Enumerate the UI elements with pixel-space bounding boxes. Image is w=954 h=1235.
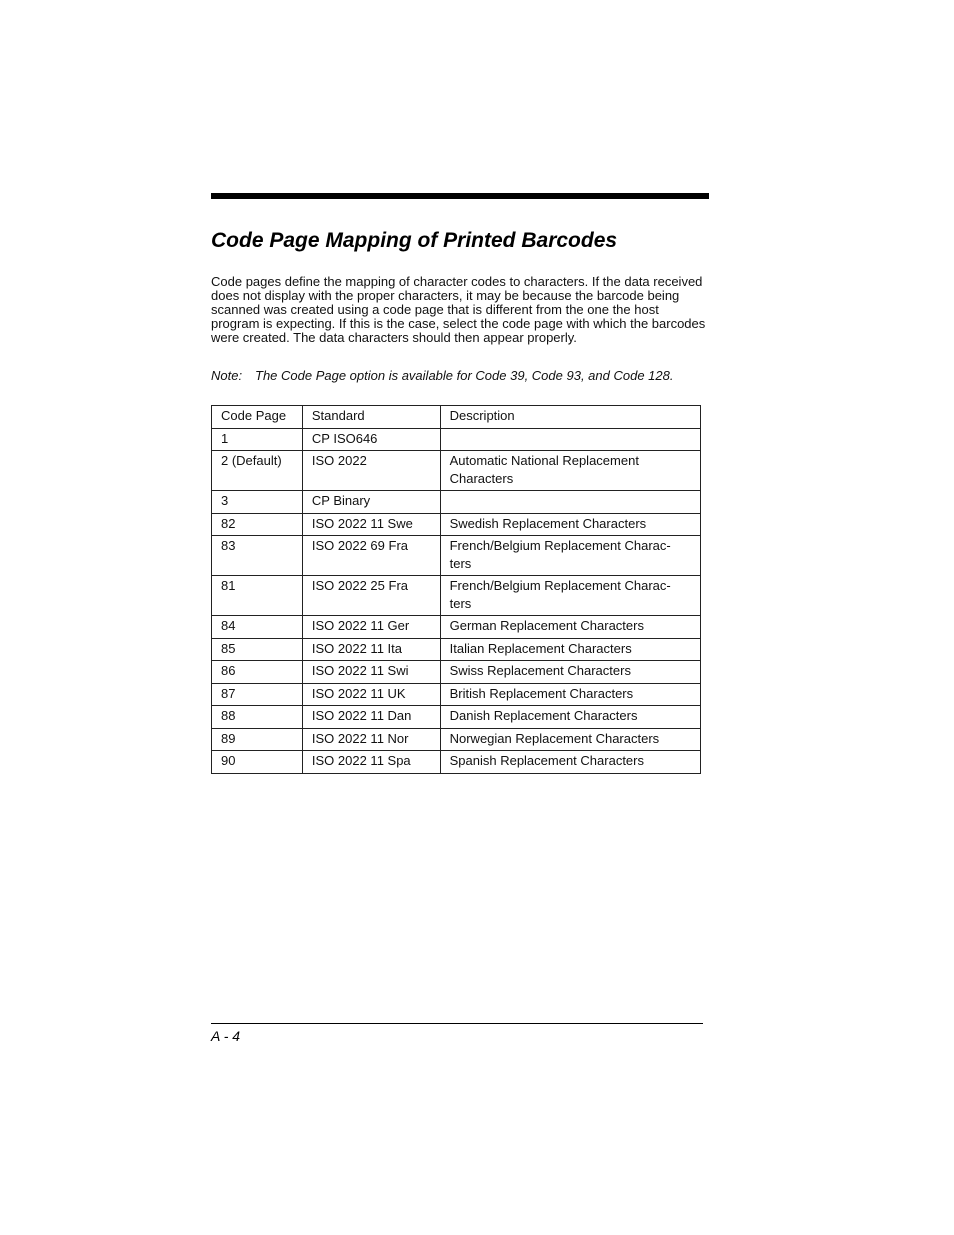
cell-code-page: 81 (212, 576, 303, 616)
cell-code-page: 86 (212, 661, 303, 684)
table-row (212, 491, 701, 514)
note (211, 368, 673, 383)
cell-standard: ISO 2022 11 Dan (302, 706, 440, 729)
cell-standard: ISO 2022 11 Ita (302, 638, 440, 661)
cell-standard: ISO 2022 11 Spa (302, 751, 440, 774)
cell-code-page: 83 (212, 536, 303, 576)
code-page-table (211, 405, 701, 774)
cell-description: French/Belgium Replacement Charac-ters (440, 576, 700, 616)
table-row (212, 536, 701, 576)
cell-code-page: 90 (212, 751, 303, 774)
header-description: Description (440, 406, 700, 429)
note-label: Note: (211, 368, 243, 383)
cell-description: German Replacement Characters (440, 616, 700, 639)
cell-standard: ISO 2022 11 Swi (302, 661, 440, 684)
cell-code-page: 84 (212, 616, 303, 639)
table-row (212, 751, 701, 774)
table-row (212, 638, 701, 661)
table-row (212, 661, 701, 684)
cell-description: Italian Replacement Characters (440, 638, 700, 661)
page-number: A - 4 (211, 1028, 241, 1044)
table-row (212, 616, 701, 639)
table-row (212, 683, 701, 706)
cell-description: Spanish Replacement Characters (440, 751, 700, 774)
cell-standard: CP Binary (302, 491, 440, 514)
cell-code-page: 2 (Default) (212, 451, 303, 491)
cell-code-page: 88 (212, 706, 303, 729)
table-row (212, 728, 701, 751)
cell-standard: ISO 2022 69 Fra (302, 536, 440, 576)
cell-description (440, 491, 700, 514)
cell-description: British Replacement Characters (440, 683, 700, 706)
cell-standard: ISO 2022 (302, 451, 440, 491)
top-rule (211, 193, 709, 199)
cell-standard: ISO 2022 11 UK (302, 683, 440, 706)
table-row (212, 706, 701, 729)
note-text: The Code Page option is available for Code 39, Code 93, and Code 128. (255, 368, 674, 383)
cell-description: Automatic National Replacement Characters (440, 451, 700, 491)
cell-description: French/Belgium Replacement Charac-ters (440, 536, 700, 576)
header-standard: Standard (302, 406, 440, 429)
cell-code-page: 87 (212, 683, 303, 706)
intro-paragraph: Code pages define the mapping of character codes to characters. If the data received does not display with the proper characters, it may be because the barcode being scanned was created using a code page that is different from the one the host program is expecting. If this is the case, select the code page with which the barcodes were created. The data characters should then appear properly. (211, 274, 706, 345)
cell-code-page: 82 (212, 513, 303, 536)
cell-standard: ISO 2022 11 Ger (302, 616, 440, 639)
cell-code-page: 89 (212, 728, 303, 751)
cell-description: Danish Replacement Characters (440, 706, 700, 729)
cell-code-page: 1 (212, 428, 303, 451)
table-row (212, 428, 701, 451)
cell-description: Norwegian Replacement Characters (440, 728, 700, 751)
cell-standard: ISO 2022 11 Nor (302, 728, 440, 751)
cell-standard: ISO 2022 25 Fra (302, 576, 440, 616)
cell-standard: ISO 2022 11 Swe (302, 513, 440, 536)
cell-description: Swedish Replacement Characters (440, 513, 700, 536)
cell-code-page: 85 (212, 638, 303, 661)
page-title: Code Page Mapping of Printed Barcodes (211, 229, 618, 252)
header-code-page: Code Page (212, 406, 303, 429)
table-row (212, 576, 701, 616)
cell-description (440, 428, 700, 451)
table-row (212, 451, 701, 491)
cell-description: Swiss Replacement Characters (440, 661, 700, 684)
table-header-row (212, 406, 701, 429)
cell-code-page: 3 (212, 491, 303, 514)
footer-rule (211, 1023, 703, 1024)
table-row (212, 513, 701, 536)
cell-standard: CP ISO646 (302, 428, 440, 451)
